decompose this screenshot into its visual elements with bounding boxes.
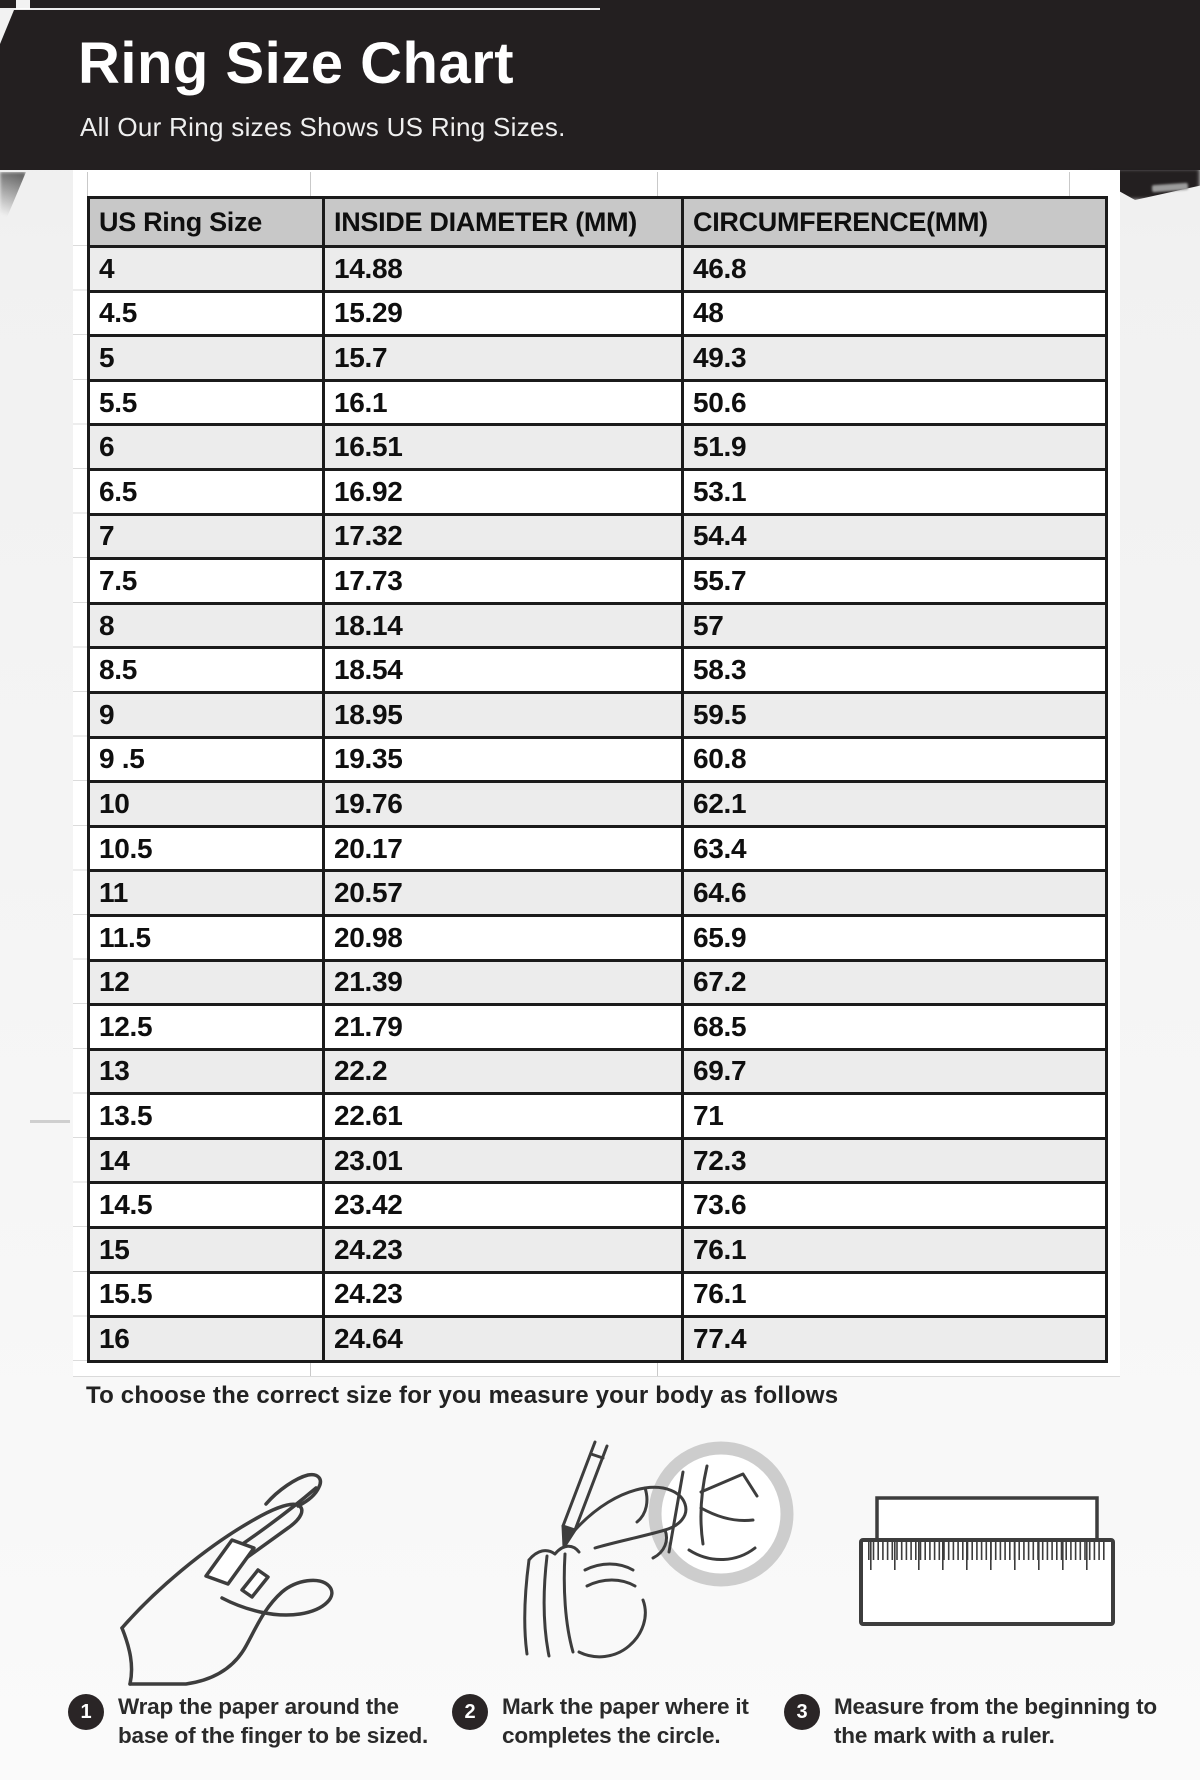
table-cell: 9 <box>89 692 324 737</box>
table-row <box>89 1049 1107 1094</box>
table-cell: 53.1 <box>683 469 1107 514</box>
gridline <box>657 172 658 196</box>
table-cell: 7 <box>89 514 324 559</box>
table-cell: 20.17 <box>324 826 683 871</box>
table-cell: 73.6 <box>683 1183 1107 1228</box>
table-cell: 46.8 <box>683 247 1107 292</box>
table-cell: 16.1 <box>324 380 683 425</box>
table-cell: 13 <box>89 1049 324 1094</box>
table-row <box>89 1183 1107 1228</box>
step-2-text: Mark the paper where it completes the circle. <box>502 1694 749 1749</box>
table-row <box>89 826 1107 871</box>
table-cell: 13.5 <box>89 1094 324 1139</box>
table-cell: 14.5 <box>89 1183 324 1228</box>
hand-mark-pencil-illustration <box>445 1430 805 1682</box>
table-cell: 72.3 <box>683 1138 1107 1183</box>
table-row <box>89 960 1107 1005</box>
table-cell: 22.2 <box>324 1049 683 1094</box>
table-cell: 49.3 <box>683 336 1107 381</box>
table-cell: 20.57 <box>324 871 683 916</box>
table-cell: 24.64 <box>324 1317 683 1362</box>
table-cell: 7.5 <box>89 559 324 604</box>
table-cell: 17.32 <box>324 514 683 559</box>
margin-dash <box>30 1120 70 1123</box>
table-cell: 5.5 <box>89 380 324 425</box>
table-cell: 63.4 <box>683 826 1107 871</box>
table-row <box>89 1317 1107 1362</box>
table-cell: 54.4 <box>683 514 1107 559</box>
table-cell: 22.61 <box>324 1094 683 1139</box>
step-2 <box>452 1692 774 1751</box>
size-table-body <box>89 247 1107 1362</box>
table-cell: 12 <box>89 960 324 1005</box>
table-cell: 67.2 <box>683 960 1107 1005</box>
table-row <box>89 915 1107 960</box>
hand-wrap-illustration <box>110 1448 410 1688</box>
table-cell: 14.88 <box>324 247 683 292</box>
banner-curl-left <box>0 172 26 234</box>
table-cell: 19.76 <box>324 782 683 827</box>
table-cell: 10 <box>89 782 324 827</box>
gridline <box>310 172 311 196</box>
table-row <box>89 1094 1107 1139</box>
table-cell: 50.6 <box>683 380 1107 425</box>
table-cell: 68.5 <box>683 1005 1107 1050</box>
table-row <box>89 469 1107 514</box>
gridline <box>1069 172 1070 196</box>
table-row <box>89 380 1107 425</box>
table-cell: 55.7 <box>683 559 1107 604</box>
table-cell: 5 <box>89 336 324 381</box>
banner-fold-line <box>0 8 600 10</box>
step-3 <box>784 1692 1169 1751</box>
banner-curl-right <box>1152 183 1188 192</box>
table-cell: 12.5 <box>89 1005 324 1050</box>
table-cell: 65.9 <box>683 915 1107 960</box>
table-row <box>89 737 1107 782</box>
table-cell: 15.5 <box>89 1272 324 1317</box>
page-title: Ring Size Chart <box>78 31 515 96</box>
table-cell: 48 <box>683 291 1107 336</box>
table-cell: 51.9 <box>683 425 1107 470</box>
table-row <box>89 336 1107 381</box>
step-1-badge: 1 <box>68 1694 104 1730</box>
step-1 <box>68 1692 440 1751</box>
table-row <box>89 425 1107 470</box>
table-cell: 24.23 <box>324 1272 683 1317</box>
gridline <box>310 1363 311 1376</box>
col-header-us-ring-size: US Ring Size <box>89 198 324 247</box>
gridline-stubs-left <box>73 245 87 1363</box>
table-row <box>89 871 1107 916</box>
table-cell: 15.7 <box>324 336 683 381</box>
table-row <box>89 291 1107 336</box>
page-subtitle: All Our Ring sizes Shows US Ring Sizes. <box>80 112 566 142</box>
step-3-badge: 3 <box>784 1694 820 1730</box>
table-cell: 18.14 <box>324 603 683 648</box>
banner-corner-notch <box>0 10 14 44</box>
table-cell: 60.8 <box>683 737 1107 782</box>
gridline <box>87 172 88 196</box>
size-table-header <box>89 198 1107 247</box>
table-cell: 76.1 <box>683 1272 1107 1317</box>
table-row <box>89 1228 1107 1273</box>
table-cell: 21.79 <box>324 1005 683 1050</box>
table-row <box>89 692 1107 737</box>
table-cell: 17.73 <box>324 559 683 604</box>
step-1-text: Wrap the paper around the base of the finger to be sized. <box>118 1694 429 1749</box>
table-cell: 4.5 <box>89 291 324 336</box>
table-row <box>89 1005 1107 1050</box>
table-row <box>89 1138 1107 1183</box>
gridline <box>657 1363 658 1376</box>
table-row <box>89 648 1107 693</box>
table-row <box>89 559 1107 604</box>
table-cell: 8.5 <box>89 648 324 693</box>
table-cell: 69.7 <box>683 1049 1107 1094</box>
table-row <box>89 603 1107 648</box>
step-2-badge: 2 <box>452 1694 488 1730</box>
size-table <box>87 196 1108 1363</box>
table-cell: 19.35 <box>324 737 683 782</box>
table-cell: 8 <box>89 603 324 648</box>
ruler-illustration <box>855 1492 1125 1632</box>
table-cell: 23.01 <box>324 1138 683 1183</box>
table-cell: 59.5 <box>683 692 1107 737</box>
table-cell: 76.1 <box>683 1228 1107 1273</box>
header-row <box>89 198 1107 247</box>
table-cell: 16 <box>89 1317 324 1362</box>
table-cell: 58.3 <box>683 648 1107 693</box>
table-cell: 64.6 <box>683 871 1107 916</box>
table-cell: 18.54 <box>324 648 683 693</box>
table-cell: 4 <box>89 247 324 292</box>
col-header-circumference: CIRCUMFERENCE(MM) <box>683 198 1107 247</box>
table-cell: 6 <box>89 425 324 470</box>
table-cell: 14 <box>89 1138 324 1183</box>
table-cell: 18.95 <box>324 692 683 737</box>
table-cell: 20.98 <box>324 915 683 960</box>
table-cell: 11 <box>89 871 324 916</box>
table-cell: 15.29 <box>324 291 683 336</box>
table-cell: 62.1 <box>683 782 1107 827</box>
table-cell: 21.39 <box>324 960 683 1005</box>
table-cell: 16.51 <box>324 425 683 470</box>
table-cell: 24.23 <box>324 1228 683 1273</box>
instruction-heading: To choose the correct size for you measure your body as follows <box>86 1382 839 1409</box>
table-cell: 71 <box>683 1094 1107 1139</box>
table-cell: 9 .5 <box>89 737 324 782</box>
table-cell: 10.5 <box>89 826 324 871</box>
table-cell: 23.42 <box>324 1183 683 1228</box>
table-row <box>89 782 1107 827</box>
table-cell: 16.92 <box>324 469 683 514</box>
table-cell: 57 <box>683 603 1107 648</box>
table-cell: 77.4 <box>683 1317 1107 1362</box>
table-row <box>89 247 1107 292</box>
table-cell: 15 <box>89 1228 324 1273</box>
table-cell: 6.5 <box>89 469 324 514</box>
table-cell: 11.5 <box>89 915 324 960</box>
col-header-inside-diameter: INSIDE DIAMETER (MM) <box>324 198 683 247</box>
table-row <box>89 514 1107 559</box>
banner <box>0 0 1200 170</box>
table-row <box>89 1272 1107 1317</box>
step-3-text: Measure from the beginning to the mark with a ruler. <box>834 1694 1157 1749</box>
